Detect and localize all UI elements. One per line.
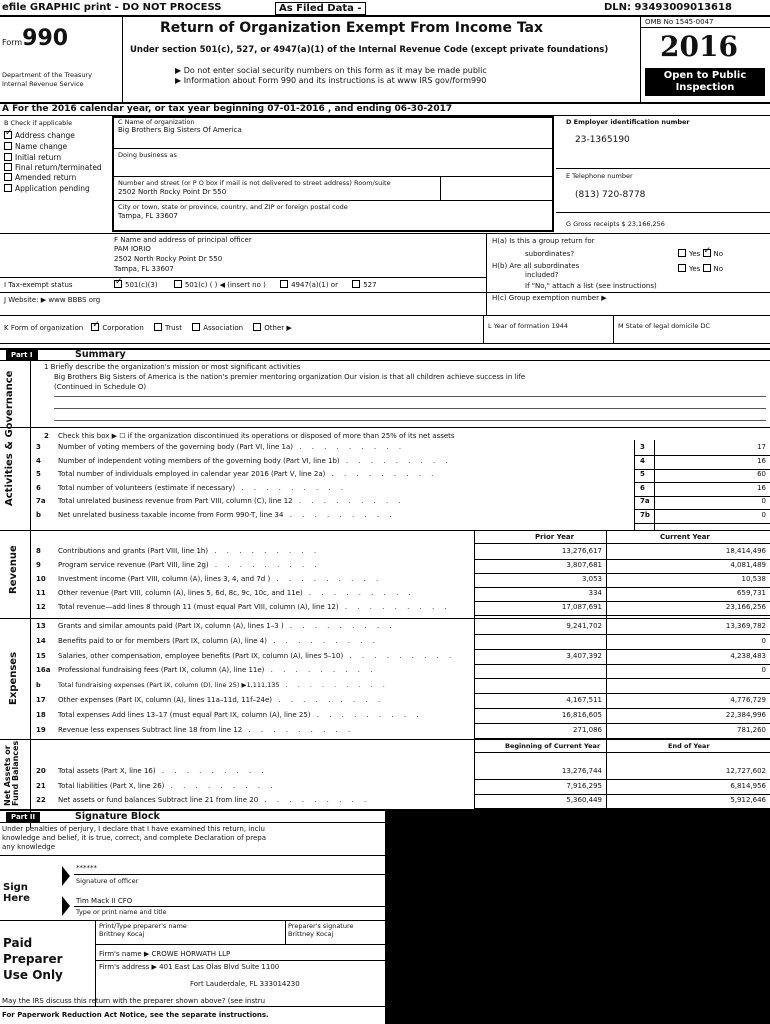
org-city: Tampa, FL 33607 xyxy=(118,212,178,220)
ha-yes-checkbox[interactable]: Yes xyxy=(678,250,700,258)
revenue-current-8: 18,414,496 xyxy=(725,547,766,555)
dba-label: Doing business as xyxy=(118,151,177,159)
expense-line-13 xyxy=(36,622,472,630)
leader-dots: . . . . . . . . . xyxy=(293,443,406,451)
net-eoy-20: 12,727,602 xyxy=(725,767,766,775)
org-street: 2502 North Rocky Point Dr 550 xyxy=(118,188,227,196)
ha-no-checkbox[interactable]: ✓ No xyxy=(703,250,724,258)
gov-value-7b: 0 xyxy=(761,510,766,519)
expense-current-14: 0 xyxy=(761,636,766,645)
ein-label: D Employer identification number xyxy=(566,118,690,126)
line-number: 5 xyxy=(36,470,41,478)
mission-label: 1 Briefly describe the organization's mission or most significant activities xyxy=(44,363,301,371)
expense-line-14 xyxy=(36,637,472,645)
line-text: Total unrelated business revenue from Part VIII, column (C), line 12 xyxy=(58,497,293,505)
as-filed-label: As Filed Data - xyxy=(275,2,366,15)
hb-yes-checkbox[interactable]: Yes xyxy=(678,265,700,273)
sign-label: Sign xyxy=(3,882,28,893)
leader-dots: . . . . . . . . . xyxy=(302,589,415,597)
line-text: Total assets (Part X, line 16) xyxy=(58,767,156,775)
side-activities: Activities & Governance xyxy=(4,370,15,506)
tax-exempt-label: I Tax-exempt status xyxy=(4,281,73,289)
line-number: 12 xyxy=(36,603,46,611)
check-applicable-list xyxy=(4,130,114,194)
preparer-signature-label: Preparer's signature xyxy=(288,922,354,930)
leader-dots: . . . . . . . . . xyxy=(292,497,405,505)
leader-dots: . . . . . . . . . xyxy=(266,636,380,645)
officer-label: F Name and address of principal officer xyxy=(114,236,252,244)
leader-dots: . . . . . . . . . xyxy=(279,681,389,690)
gov-box-label: 7a xyxy=(640,497,650,505)
website[interactable]: J Website: ▶ www BBBS org xyxy=(4,296,101,304)
perjury-line1: Under penalties of perjury, I declare that I have examined this return, inclu xyxy=(2,825,265,833)
line-number: 21 xyxy=(36,781,46,790)
firm-city: Fort Lauderdale, FL 333014230 xyxy=(190,980,300,988)
status-527-checkbox[interactable]: 527 xyxy=(352,281,376,289)
net-boy-22: 5,360,449 xyxy=(566,796,602,804)
phone-label: E Telephone number xyxy=(566,172,633,180)
ha-question-cont: subordinates? xyxy=(525,250,575,258)
line-number: 13 xyxy=(36,622,46,630)
line-text: Total fundraising expenses (Part IX, column (D), line 25) ▶1,111,135 xyxy=(58,681,280,690)
leader-dots: . . . . . . . . . xyxy=(242,725,355,734)
final-return-checkbox[interactable]: Final return/terminated xyxy=(4,163,114,172)
expense-line-17 xyxy=(36,696,472,704)
gov-value-5: 60 xyxy=(757,470,766,478)
gov-line-4 xyxy=(36,457,626,465)
leader-dots: . . . . . . . . . xyxy=(272,696,385,704)
part1-title: Summary xyxy=(75,349,126,360)
type-name-label: Type or print name and title xyxy=(76,908,167,916)
association-checkbox[interactable]: Association xyxy=(192,324,243,332)
line-number: 7a xyxy=(36,497,46,505)
preparer-name: Brittney Kocaj xyxy=(99,930,145,938)
firm-name: Firm's name ▶ CROWE HORWATH LLP xyxy=(99,950,231,958)
gov-box-label: 7b xyxy=(640,510,650,519)
address-change-checkbox[interactable]: ✓Address change xyxy=(4,130,114,141)
ha-question: H(a) Is this a group return for xyxy=(492,237,595,245)
corporation-checkbox[interactable]: ✓ Corporation xyxy=(91,324,143,332)
line-text: Contributions and grants (Part VIII, line 1h) xyxy=(58,547,209,555)
gov-line-5 xyxy=(36,470,626,478)
ssn-warning: ▶ Do not enter social security numbers on this form as it may be made public xyxy=(175,66,487,75)
line-text: Net assets or fund balances Subtract line 21 from line 20 xyxy=(58,796,259,804)
dln-number: DLN: 93493009013618 xyxy=(604,2,732,13)
part2-tag: Part II xyxy=(6,812,40,822)
line2: 2 Check this box ▶ ☐ if the organization discontinued its operations or disposed of more than 25% of its net assets xyxy=(44,432,455,440)
line-number: 20 xyxy=(36,767,46,775)
officer-address: 2502 North Rocky Point Dr 550 xyxy=(114,255,223,263)
line-text: Total number of volunteers (estimate if necessary) xyxy=(58,483,236,492)
tax-year: 2016 xyxy=(660,30,738,63)
line-text: Investment income (Part VIII, column (A), lines 3, 4, and 7d ) xyxy=(58,575,271,583)
expense-current-13: 13,369,782 xyxy=(725,622,766,630)
paperwork-notice: For Paperwork Reduction Act Notice, see the separate instructions. xyxy=(2,1011,269,1019)
expense-prior-15: 3,407,392 xyxy=(566,651,602,660)
leader-dots: . . . . . . . . . xyxy=(338,603,451,611)
line-number: 6 xyxy=(36,483,41,492)
line-number: 15 xyxy=(36,651,46,660)
gov-box-label: 5 xyxy=(640,470,645,478)
line-text: Program service revenue (Part VIII, line 2g) xyxy=(58,561,209,569)
leader-dots: . . . . . . . . . xyxy=(235,483,348,492)
officer-city: Tampa, FL 33607 xyxy=(114,265,174,273)
side-net-assets: Net Assets or Fund Balances xyxy=(3,740,20,806)
expense-current-16a: 0 xyxy=(761,666,766,675)
side-revenue: Revenue xyxy=(8,545,19,594)
org-name-label: C Name of organization xyxy=(118,118,195,126)
leader-dots: . . . . . . . . . xyxy=(164,781,277,790)
gov-line-7b xyxy=(36,511,626,519)
tax-exempt-options xyxy=(114,281,377,289)
state-domicile: M State of legal domicile DC xyxy=(618,322,711,330)
line-text: Number of voting members of the governing body (Part VI, line 1a) xyxy=(58,443,294,451)
other-checkbox[interactable]: Other ▶ xyxy=(253,324,291,332)
revenue-line-9 xyxy=(36,561,472,569)
line-number: 3 xyxy=(36,443,41,451)
hb-question-cont: included? xyxy=(525,271,559,279)
expense-current-19: 781,260 xyxy=(737,725,766,734)
perjury-line2: knowledge and belief, it is true, correct, and complete Declaration of prepa xyxy=(2,834,267,842)
part1-tag: Part I xyxy=(6,350,38,360)
gov-box-label: 6 xyxy=(640,483,645,492)
expense-line-b xyxy=(36,681,472,689)
open-to-public-badge: Open to Public Inspection xyxy=(645,68,765,96)
status-501c3-checkbox[interactable]: ✓ 501(c)(3) xyxy=(114,281,158,289)
mission-text: Big Brothers Big Sisters of America is the nation's premier mentoring organization Our vision is that all children achieve success in life xyxy=(54,373,526,381)
line-number: 22 xyxy=(36,796,46,804)
line-text: Total revenue—add lines 8 through 11 (must equal Part VIII, column (A), line 12) xyxy=(58,603,339,611)
sign-arrow-icon xyxy=(62,866,70,886)
line-text: Benefits paid to or for members (Part IX, column (A), line 4) xyxy=(58,636,267,645)
year-formation: L Year of formation 1944 xyxy=(488,322,569,330)
side-expenses: Expenses xyxy=(8,651,19,705)
revenue-line-8 xyxy=(36,547,472,555)
name-change-checkbox[interactable]: Name change xyxy=(4,141,114,152)
gov-line-6 xyxy=(36,484,626,492)
hb-instructions: If "No," attach a list (see instructions) xyxy=(525,282,657,290)
gov-box-label: 4 xyxy=(640,456,645,465)
line-a-tax-year: A For the 2016 calendar year, or tax year beginning 07-01-2016 , and ending 06-30-2017 xyxy=(2,104,453,114)
line-number: 8 xyxy=(36,547,41,555)
perjury-line3: any knowledge xyxy=(2,843,56,851)
mission-continued: (Continued in Schedule O) xyxy=(54,383,147,391)
line-text: Total number of individuals employed in calendar year 2016 (Part V, line 2a) xyxy=(58,470,326,478)
leader-dots: . . . . . . . . . xyxy=(208,561,321,569)
net-eoy-21: 6,814,956 xyxy=(730,781,766,790)
line-text: Revenue less expenses Subtract line 18 from line 12 xyxy=(58,725,243,734)
leader-dots: . . . . . . . . . xyxy=(343,651,456,660)
sign-arrow-icon xyxy=(62,896,70,916)
net-boy-20: 13,276,744 xyxy=(561,767,602,775)
signature-stars: ****** xyxy=(76,864,97,872)
prior-year-header: Prior Year xyxy=(535,533,575,541)
hb-question: H(b) Are all subordinates xyxy=(492,262,580,270)
revenue-prior-10: 3,053 xyxy=(581,575,602,583)
gov-value-3: 17 xyxy=(757,443,766,451)
form-title: Return of Organization Exempt From Income Tax xyxy=(160,20,544,36)
phone-value: (813) 720-8778 xyxy=(575,190,646,200)
irs-discuss: May the IRS discuss this return with the preparer shown above? (see instru xyxy=(2,997,266,1005)
expense-current-18: 22,384,996 xyxy=(725,710,766,719)
line-text: Total expenses Add lines 13–17 (must equal Part IX, column (A), line 25) xyxy=(58,710,311,719)
initial-return-checkbox[interactable]: Initial return xyxy=(4,152,114,163)
line-text: Net unrelated business taxable income from Form 990-T, line 34 xyxy=(58,510,284,519)
expense-current-17: 4,776,729 xyxy=(730,696,766,704)
dept-irs: Internal Revenue Service xyxy=(2,80,84,88)
expense-prior-19: 271,086 xyxy=(573,725,602,734)
leader-dots: . . . . . . . . . xyxy=(270,575,383,583)
line-number: 4 xyxy=(36,456,41,465)
revenue-line-12 xyxy=(36,603,472,611)
ein-value: 23-1365190 xyxy=(575,135,630,145)
line-number: 9 xyxy=(36,561,41,569)
org-name: Big Brothers Big Sisters Of America xyxy=(118,126,242,134)
revenue-line-11 xyxy=(36,589,472,597)
omb-number: OMB No 1545-0047 xyxy=(645,18,714,26)
line-text: Number of independent voting members of the governing body (Part VI, line 1b) xyxy=(58,456,340,465)
gov-line-7a xyxy=(36,497,626,505)
revenue-line-10 xyxy=(36,575,472,583)
form-number: Form990 xyxy=(2,26,69,51)
amended-return-checkbox[interactable]: Amended return xyxy=(4,172,114,183)
signature-label: Signature of officer xyxy=(76,877,139,885)
here-label: Here xyxy=(3,893,30,904)
expense-current-15: 4,238,483 xyxy=(730,651,766,660)
revenue-current-10: 10,538 xyxy=(741,575,766,583)
expense-line-18 xyxy=(36,711,472,719)
part2-title: Signature Block xyxy=(75,811,160,822)
efile-notice: efile GRAPHIC print - DO NOT PROCESS xyxy=(2,2,222,13)
revenue-current-11: 659,731 xyxy=(737,589,766,597)
line-number: 11 xyxy=(36,589,46,597)
leader-dots: . . . . . . . . . xyxy=(264,666,377,675)
line-number: 16a xyxy=(36,666,51,675)
gov-value-7a: 0 xyxy=(761,497,766,505)
line-text: Professional fundraising fees (Part IX, column (A), line 11e) xyxy=(58,666,265,675)
hb-no-checkbox[interactable]: No xyxy=(703,265,724,273)
paid-preparer-label: Paid Preparer Use Only xyxy=(3,936,63,982)
line-number: 19 xyxy=(36,725,46,734)
signer-name: Tim Mack II CFO xyxy=(76,897,133,905)
net-asset-line-22 xyxy=(36,796,472,804)
boy-header: Beginning of Current Year xyxy=(505,742,601,750)
net-asset-line-20 xyxy=(36,767,472,775)
preparer-signature: Brittney Kocaj xyxy=(288,930,334,938)
current-year-header: Current Year xyxy=(660,533,710,541)
hc-group-exemption: H(c) Group exemption number ▶ xyxy=(492,294,607,302)
expense-prior-13: 9,241,702 xyxy=(566,622,602,630)
line-text: Salaries, other compensation, employee benefits (Part IX, column (A), lines 5–10) xyxy=(58,651,344,660)
application-pending-checkbox[interactable]: Application pending xyxy=(4,183,114,194)
leader-dots: . . . . . . . . . xyxy=(258,796,371,804)
revenue-prior-9: 3,807,681 xyxy=(566,561,602,569)
gross-receipts: G Gross receipts $ 23,166,256 xyxy=(566,220,665,228)
line-number: b xyxy=(36,681,41,690)
expense-line-16a xyxy=(36,666,472,674)
check-applicable-title: B Check if applicable xyxy=(4,119,73,127)
leader-dots: . . . . . . . . . xyxy=(283,622,396,630)
revenue-prior-8: 13,276,617 xyxy=(561,547,602,555)
revenue-current-12: 23,166,256 xyxy=(725,603,766,611)
hb-answer xyxy=(678,265,723,273)
expense-line-19 xyxy=(36,726,472,734)
firm-address: Firm's address ▶ 401 East Las Olas Blvd Suite 1100 xyxy=(99,963,280,971)
line-number: 17 xyxy=(36,696,46,704)
line-number: 10 xyxy=(36,575,46,583)
dept-treasury: Department of the Treasury xyxy=(2,71,93,79)
street-label: Number and street (or P O box if mail is not delivered to street address) Room/suite xyxy=(118,179,391,187)
line-number: b xyxy=(36,510,42,519)
line-text: Other revenue (Part VIII, column (A), lines 5, 6d, 8c, 9c, 10c, and 11e) xyxy=(58,589,303,597)
gov-value-6: 16 xyxy=(757,483,766,492)
gov-line-3 xyxy=(36,443,626,451)
trust-checkbox[interactable]: Trust xyxy=(154,324,182,332)
line-number: 14 xyxy=(36,636,46,645)
line-text: Grants and similar amounts paid (Part IX, column (A), lines 1–3 ) xyxy=(58,622,284,630)
leader-dots: . . . . . . . . . xyxy=(155,767,268,775)
gov-box-label: 3 xyxy=(640,443,645,451)
gov-value-4: 16 xyxy=(757,456,766,465)
ha-answer xyxy=(678,250,723,258)
revenue-prior-12: 17,087,691 xyxy=(561,603,602,611)
leader-dots: . . . . . . . . . xyxy=(325,470,438,478)
status-4947-checkbox[interactable]: 4947(a)(1) or xyxy=(280,281,338,289)
line-number: 18 xyxy=(36,710,46,719)
info-link[interactable]: ▶ Information about Form 990 and its instructions is at www IRS gov/form990 xyxy=(175,76,487,85)
form-subtitle: Under section 501(c), 527, or 4947(a)(1) of the Internal Revenue Code (except private foundations) xyxy=(130,45,609,55)
form-of-org: K Form of organization ✓ Corporation Trust Association Other ▶ xyxy=(4,324,292,332)
leader-dots: . . . . . . . . . xyxy=(283,510,396,519)
net-asset-line-21 xyxy=(36,782,472,790)
revenue-current-9: 4,081,489 xyxy=(730,561,766,569)
leader-dots: . . . . . . . . . xyxy=(208,547,321,555)
leader-dots: . . . . . . . . . xyxy=(339,456,452,465)
expense-prior-18: 16,816,605 xyxy=(561,710,602,719)
expense-prior-17: 4,167,511 xyxy=(566,696,602,704)
officer-name: PAM IORIO xyxy=(114,245,151,253)
preparer-name-label: Print/Type preparer's name xyxy=(99,922,187,930)
net-boy-21: 7,916,295 xyxy=(566,781,602,790)
revenue-prior-11: 334 xyxy=(588,589,602,597)
line-text: Total liabilities (Part X, line 26) xyxy=(58,781,165,790)
redacted-area xyxy=(385,811,770,1024)
status-501c-checkbox[interactable]: 501(c) ( ) ◀ (insert no ) xyxy=(174,281,266,289)
net-eoy-22: 5,912,646 xyxy=(730,796,766,804)
line-text: Other expenses (Part IX, column (A), lines 11a–11d, 11f–24e) xyxy=(58,696,273,704)
leader-dots: . . . . . . . . . xyxy=(310,710,423,719)
city-label: City or town, state or province, country, and ZIP or foreign postal code xyxy=(118,203,348,211)
eoy-header: End of Year xyxy=(668,742,710,750)
expense-line-15 xyxy=(36,652,472,660)
